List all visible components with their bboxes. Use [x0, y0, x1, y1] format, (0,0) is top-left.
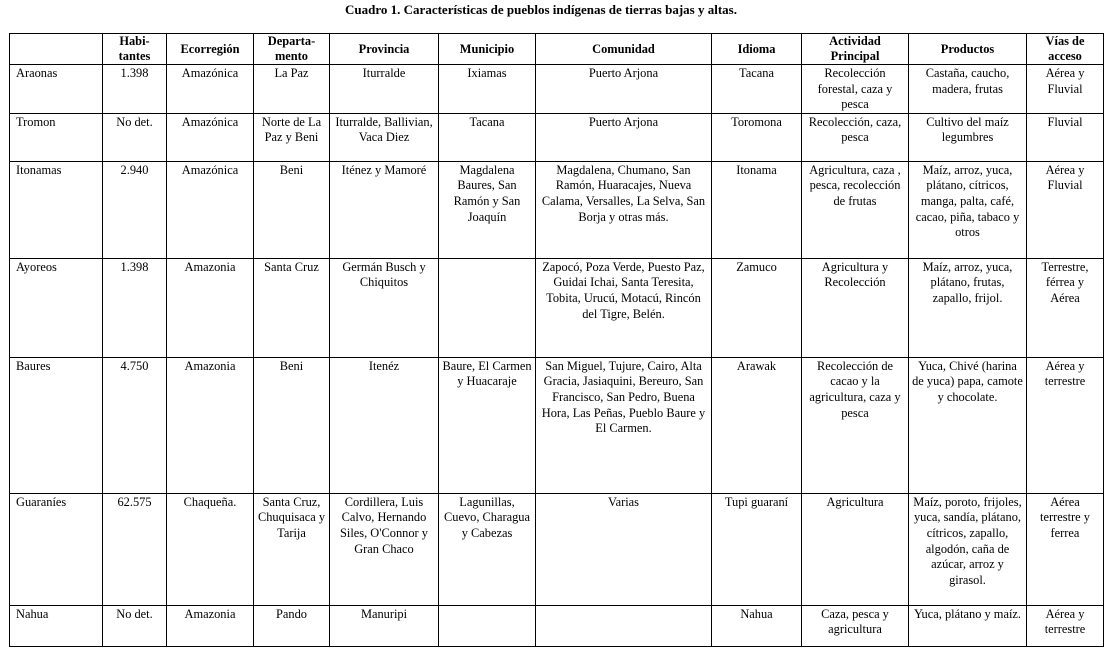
cell-provincia: Iturralde, Ballivian, Vaca Diez	[330, 113, 439, 161]
cell-ecorregion: Amazonia	[167, 605, 254, 646]
cell-comunidad: Magdalena, Chumano, San Ramón, Huaracajes, Nueva Calama, Versalles, La Selva, San Borja y otras más.	[536, 161, 712, 258]
cell-productos: Yuca, plátano y maíz.	[909, 605, 1027, 646]
cell-municipio: Ixiamas	[439, 65, 536, 114]
cell-comunidad: San Miguel, Tujure, Cairo, Alta Gracia, Jasiaquini, Bereuro, San Francisco, San Pedro, Buena Hora, Las Peñas, Pueblo Baure y El Carmen.	[536, 357, 712, 493]
table-header-row	[10, 34, 1104, 65]
cell-municipio: Baure, El Carmen y Huacaraje	[439, 357, 536, 493]
cell-provincia: Iténez y Mamoré	[330, 161, 439, 258]
cell-pueblo: Guaraníes	[10, 493, 103, 605]
cell-pueblo: Itonamas	[10, 161, 103, 258]
cell-vias: Terrestre, férrea y Aérea	[1027, 258, 1104, 357]
table-row	[10, 113, 1104, 161]
cell-habitantes: No det.	[103, 113, 167, 161]
header-pueblo	[10, 34, 103, 65]
cell-actividad: Recolección de cacao y la agricultura, caza y pesca	[802, 357, 909, 493]
cell-productos: Castaña, caucho, madera, frutas	[909, 65, 1027, 114]
cell-vias: Fluvial	[1027, 113, 1104, 161]
table-caption: Cuadro 1. Características de pueblos indígenas de tierras bajas y altas.	[345, 2, 737, 17]
cell-pueblo: Baures	[10, 357, 103, 493]
cell-vias: Aérea y terrestre	[1027, 605, 1104, 646]
cell-departamento: Pando	[254, 605, 330, 646]
cell-pueblo: Tromon	[10, 113, 103, 161]
header-provincia: Provincia	[330, 34, 439, 65]
cell-provincia: Manuripi	[330, 605, 439, 646]
table-row	[10, 605, 1104, 646]
table-row	[10, 258, 1104, 357]
cell-productos: Yuca, Chivé (harina de yuca) papa, camote y chocolate.	[909, 357, 1027, 493]
cell-pueblo: Ayoreos	[10, 258, 103, 357]
cell-pueblo: Nahua	[10, 605, 103, 646]
cell-municipio: Magdalena Baures, San Ramón y San Joaquín	[439, 161, 536, 258]
cell-comunidad: Puerto Arjona	[536, 65, 712, 114]
cell-departamento: La Paz	[254, 65, 330, 114]
cell-actividad: Agricultura, caza , pesca, recolección de frutas	[802, 161, 909, 258]
cell-departamento: Beni	[254, 161, 330, 258]
cell-ecorregion: Amazónica	[167, 65, 254, 114]
cell-habitantes: 62.575	[103, 493, 167, 605]
cell-productos: Maíz, poroto, frijoles, yuca, sandía, plátano, cítricos, zapallo, algodón, caña de azúcar, arroz y girasol.	[909, 493, 1027, 605]
cell-ecorregion: Amazonia	[167, 357, 254, 493]
header-municipio: Municipio	[439, 34, 536, 65]
cell-habitantes: 2.940	[103, 161, 167, 258]
table-row	[10, 65, 1104, 114]
cell-habitantes: 4.750	[103, 357, 167, 493]
header-actividad: Actividad Principal	[802, 34, 909, 65]
cell-municipio: Lagunillas, Cuevo, Charagua y Cabezas	[439, 493, 536, 605]
table-row	[10, 161, 1104, 258]
table-row	[10, 357, 1104, 493]
cell-idioma: Zamuco	[712, 258, 802, 357]
cell-provincia: Itenéz	[330, 357, 439, 493]
cell-ecorregion: Amazónica	[167, 161, 254, 258]
header-habitantes: Habi-tantes	[103, 34, 167, 65]
cell-departamento: Beni	[254, 357, 330, 493]
cell-idioma: Arawak	[712, 357, 802, 493]
header-idioma: Idioma	[712, 34, 802, 65]
cell-actividad: Agricultura y Recolección	[802, 258, 909, 357]
cell-productos: Cultivo del maíz legumbres	[909, 113, 1027, 161]
cell-habitantes: 1.398	[103, 258, 167, 357]
cell-habitantes: 1.398	[103, 65, 167, 114]
cell-idioma: Itonama	[712, 161, 802, 258]
cell-municipio: Tacana	[439, 113, 536, 161]
cell-provincia: Germán Busch y Chiquitos	[330, 258, 439, 357]
cell-idioma: Tupi guaraní	[712, 493, 802, 605]
cell-vias: Aérea y terrestre	[1027, 357, 1104, 493]
cell-idioma: Toromona	[712, 113, 802, 161]
table-row	[10, 493, 1104, 605]
cell-productos: Maíz, arroz, yuca, plátano, cítricos, manga, palta, café, cacao, piña, tabaco y otros	[909, 161, 1027, 258]
cell-idioma: Tacana	[712, 65, 802, 114]
cell-departamento: Norte de La Paz y Beni	[254, 113, 330, 161]
cell-habitantes: No det.	[103, 605, 167, 646]
cell-idioma: Nahua	[712, 605, 802, 646]
header-vias: Vías de acceso	[1027, 34, 1104, 65]
cell-vias: Aérea terrestre y ferrea	[1027, 493, 1104, 605]
cell-pueblo: Araonas	[10, 65, 103, 114]
cell-ecorregion: Amazonia	[167, 258, 254, 357]
cell-comunidad: Puerto Arjona	[536, 113, 712, 161]
header-comunidad: Comunidad	[536, 34, 712, 65]
header-productos: Productos	[909, 34, 1027, 65]
cell-comunidad: Varias	[536, 493, 712, 605]
cell-ecorregion: Amazónica	[167, 113, 254, 161]
cell-vias: Aérea y Fluvial	[1027, 161, 1104, 258]
cell-municipio	[439, 258, 536, 357]
header-ecorregion: Ecorregión	[167, 34, 254, 65]
cell-municipio	[439, 605, 536, 646]
cell-actividad: Agricultura	[802, 493, 909, 605]
cell-comunidad: Zapocó, Poza Verde, Puesto Paz, Guidai Ichai, Santa Teresita, Tobita, Urucú, Motacú, Rincón del Tigre, Belén.	[536, 258, 712, 357]
cell-vias: Aérea y Fluvial	[1027, 65, 1104, 114]
cell-provincia: Cordillera, Luis Calvo, Hernando Siles, O'Connor y Gran Chaco	[330, 493, 439, 605]
cell-actividad: Caza, pesca y agricultura	[802, 605, 909, 646]
cell-provincia: Iturralde	[330, 65, 439, 114]
cell-ecorregion: Chaqueña.	[167, 493, 254, 605]
header-departamento: Departa-mento	[254, 34, 330, 65]
cell-departamento: Santa Cruz	[254, 258, 330, 357]
cell-actividad: Recolección forestal, caza y pesca	[802, 65, 909, 114]
indigenous-peoples-table	[9, 33, 1104, 647]
cell-comunidad	[536, 605, 712, 646]
cell-departamento: Santa Cruz, Chuquisaca y Tarija	[254, 493, 330, 605]
cell-actividad: Recolección, caza, pesca	[802, 113, 909, 161]
cell-productos: Maíz, arroz, yuca, plátano, frutas, zapallo, frijol.	[909, 258, 1027, 357]
